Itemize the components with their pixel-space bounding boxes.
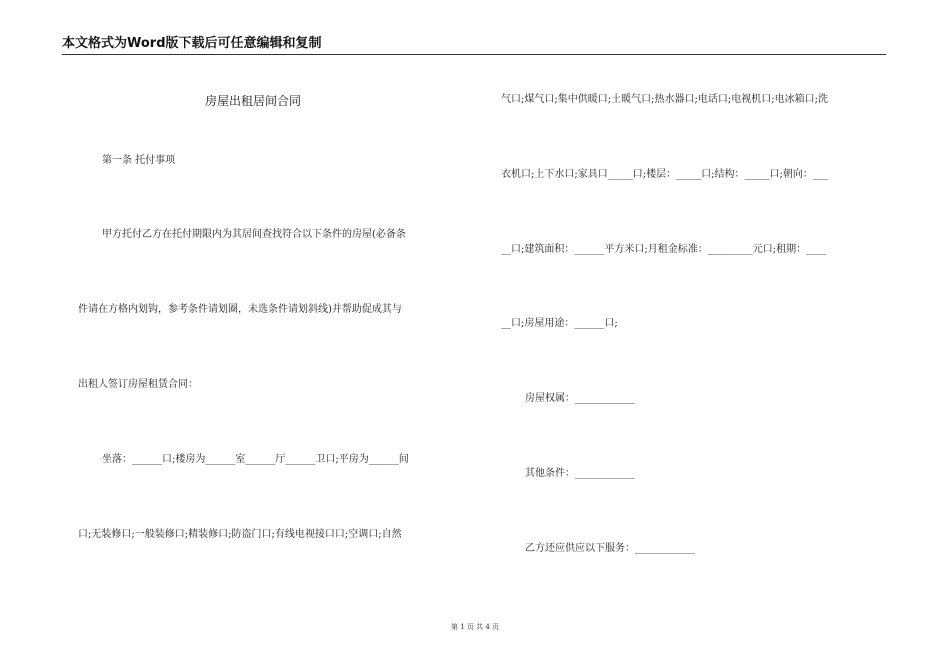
services-line: 乙方还应供应以下服务：____________: [525, 543, 695, 554]
paragraph-line: __口;房屋用途：______口;: [501, 318, 618, 329]
paragraph-line: __口;建筑面积：______平方米口;月租金标准：_________元口;租期：____: [501, 244, 827, 255]
paragraph-line: 出租人签订房屋租赁合同：: [78, 379, 198, 390]
paragraph-line: 衣机口;上下水口;家具口_____口;楼层：_____口;结构：_____口;朝向：___: [501, 169, 828, 180]
paragraph-line: 甲方托付乙方在托付期限内为其居间查找符合以下条件的房屋(必备条: [102, 229, 406, 240]
page-footer: 第 1 页 共 4 页: [450, 623, 500, 631]
right-column: [475, 0, 950, 672]
other-conditions-line: 其他条件：____________: [525, 468, 635, 479]
paragraph-line: 件请在方格内划钩，参考条件请划圈，未选条件请划斜线)并帮助促成其与: [78, 304, 402, 315]
paragraph-line: 坐落：______口;楼房为______室______厅______卫口;平房为______间: [102, 454, 409, 465]
document-title: 房屋出租居间合同: [205, 94, 302, 108]
property-ownership-line: 房屋权属：____________: [525, 393, 635, 404]
header-banner-text: 本文格式为Word版下载后可任意编辑和复制: [62, 36, 322, 51]
clause-heading: 第一条 托付事项: [102, 155, 176, 166]
paragraph-line: 口;无装修口;一般装修口;精装修口;防盗门口;有线电视接口口;空调口;自然: [78, 529, 402, 540]
paragraph-line: 气口;煤气口;集中供暖口;土暖气口;热水器口;电话口;电视机口;电冰箱口;洗: [501, 94, 828, 105]
